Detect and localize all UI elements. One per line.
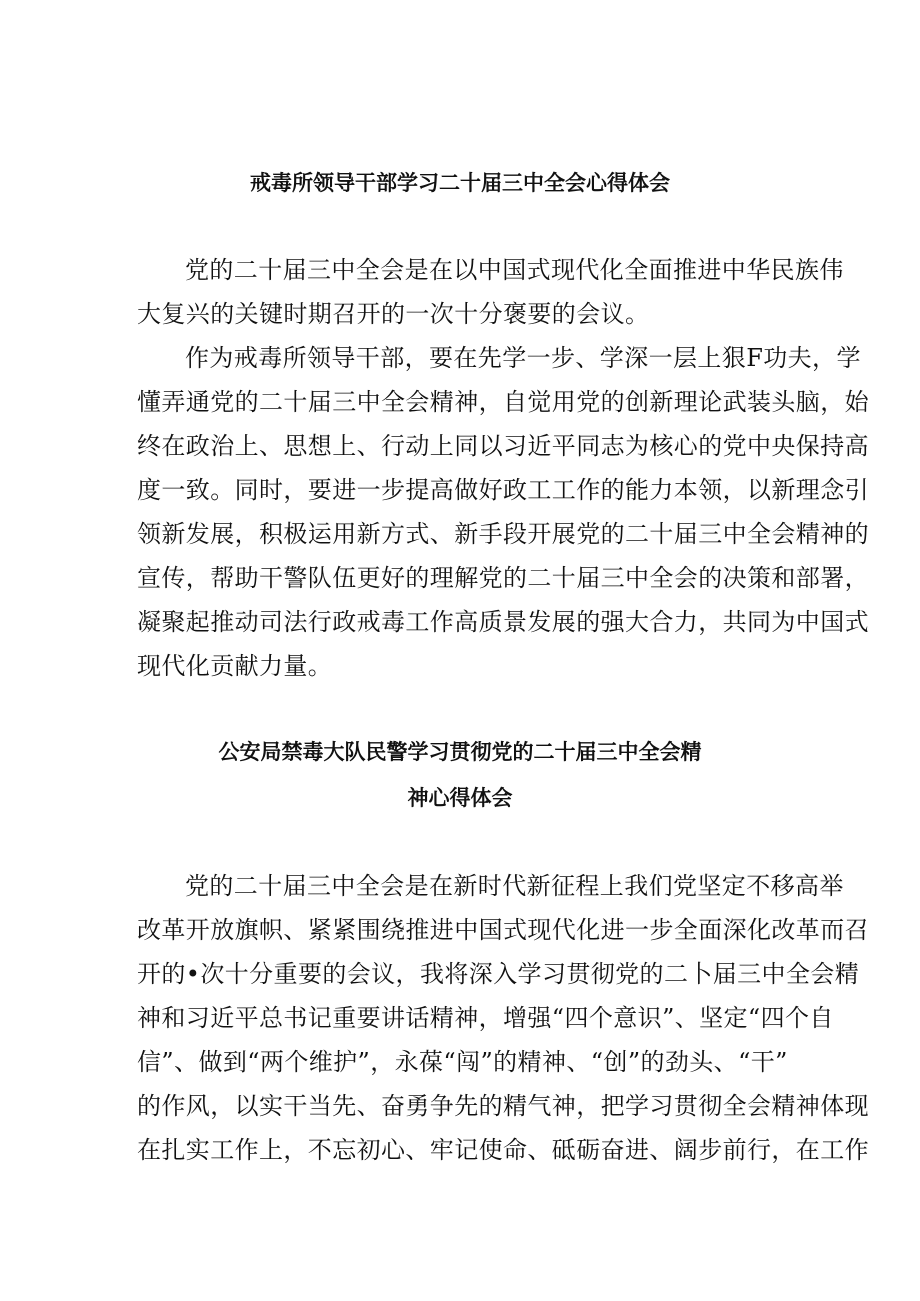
section-1-paragraph-2-line-1: 作为戒毒所领导干部，要在先学一步、学深一层上狠F功夫，学 <box>185 344 861 372</box>
section-2-paragraph-1-line-2: 改革开放旗帜、紧紧围绕推进中国式现代化进一步全面深化改革而召 <box>137 916 869 944</box>
section-1-paragraph-2-line-2: 懂弄通党的二十届三中全会精神，自觉用党的创新理论武装头脑，始 <box>137 388 869 416</box>
section-1-paragraph-2-line-6: 宣传，帮助干警队伍更好的理解党的二十届三中全会的决策和部署， <box>137 564 869 592</box>
section-1-paragraph-1-line-2: 大复兴的关键时期召开的一次十分褒要的会议。 <box>137 300 650 328</box>
section-2-title-line-2: 神心得体会 <box>407 786 513 810</box>
section-1-paragraph-2-line-7: 凝聚起推动司法行政戒毒工作高质景发展的强大合力，共同为中国式 <box>137 608 869 636</box>
section-2-paragraph-1-line-6: 的作风，以实干当先、奋勇争先的精气神，把学习贯彻全会精神体现 <box>137 1092 869 1120</box>
section-1-paragraph-1-line-1: 党的二十届三中全会是在以中国式现代化全面推进中华民族伟 <box>185 256 844 284</box>
section-2-title-line-1: 公安局禁毒大队民警学习贯彻党的二十届三中全会精 <box>218 740 702 764</box>
section-2-paragraph-1-line-4: 神和习近平总书记重要讲话精神，增强“四个意识”、坚定“四个自 <box>137 1004 834 1032</box>
section-2-paragraph-1-line-1: 党的二十届三中全会是在新时代新征程上我们党坚定不移高举 <box>185 872 844 900</box>
section-2-paragraph-1-line-7: 在扎实工作上，不忘初心、牢记使命、砥砺奋进、阔步前行，在工作 <box>137 1136 869 1164</box>
section-2-paragraph-1-line-5: 信”、做到“两个维护”，永葆“闯”的精神、“创”的劲头、“干” <box>137 1048 788 1076</box>
section-1-title: 戒毒所领导干部学习二十届三中全会心得体会 <box>250 171 670 195</box>
section-1-paragraph-2-line-4: 度一致。同时，要进一步提高做好政工工作的能力本领，以新理念引 <box>137 476 869 504</box>
section-1-paragraph-2-line-8: 现代化贡献力量。 <box>137 652 333 680</box>
section-1-paragraph-2-line-5: 领新发展，积极运用新方式、新手段开展党的二十届三中全会精神的 <box>137 520 869 548</box>
section-1-paragraph-2-line-3: 终在政治上、思想上、行动上同以习近平同志为核心的党中央保持高 <box>137 432 869 460</box>
section-2-paragraph-1-line-3: 开的•次十分重要的会议，我将深入学习贯彻党的二卜届三中全会精 <box>137 960 860 988</box>
